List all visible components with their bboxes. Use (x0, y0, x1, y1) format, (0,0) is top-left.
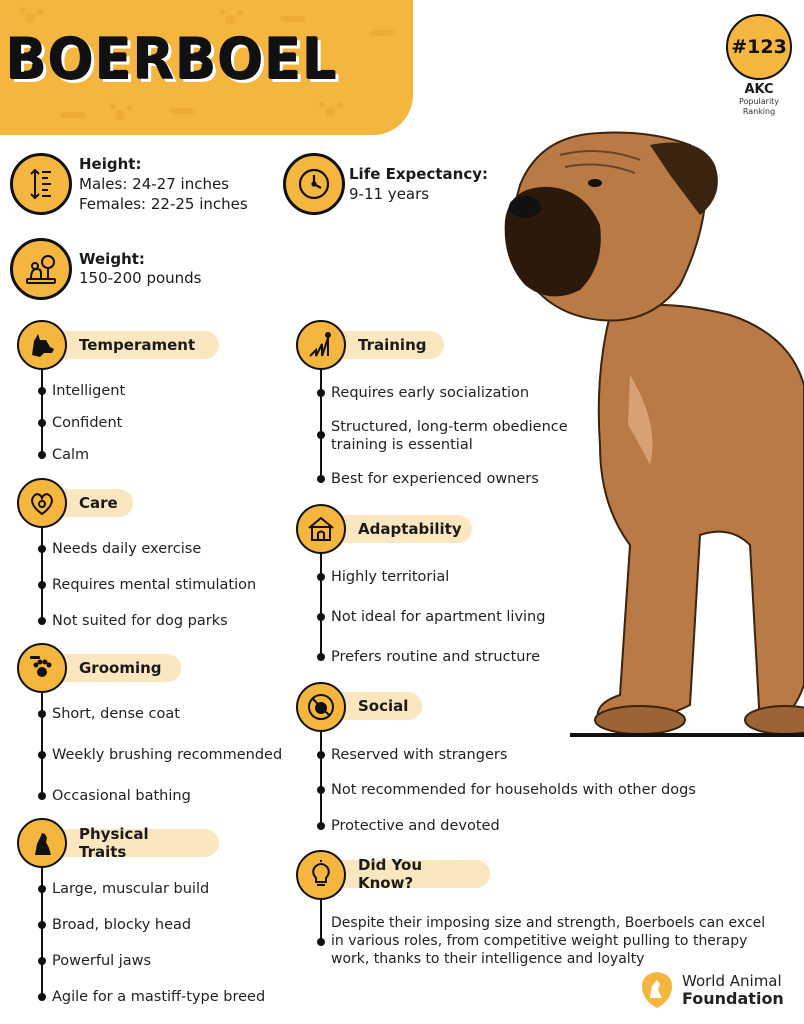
didyouknow-title: Did You Know? (336, 860, 490, 888)
training-item: Requires early socialization (331, 385, 530, 401)
grooming-title: Grooming (57, 654, 181, 682)
heart-paw-icon (17, 478, 67, 528)
physical-item: Powerful jaws (52, 953, 152, 969)
doghouse-icon (296, 504, 346, 554)
bullet-dot (38, 751, 46, 759)
bullet-dot (38, 581, 46, 589)
care-item: Not suited for dog parks (52, 613, 228, 629)
ranking-caption: Popularity Ranking (738, 97, 780, 116)
adaptability-title: Adaptability (336, 515, 472, 543)
temperament-item: Intelligent (52, 383, 126, 399)
bullet-dot (317, 938, 325, 946)
bullet-dot (317, 822, 325, 830)
footer-logo (638, 970, 784, 1010)
social-item: Not recommended for households with other dogs (331, 782, 696, 798)
bullet-dot (38, 921, 46, 929)
height-label: Height: (79, 155, 142, 173)
bullet-dot (317, 573, 325, 581)
training-icon (296, 320, 346, 370)
temperament-title: Temperament (57, 331, 219, 359)
dog-face-icon (296, 682, 346, 732)
social-item: Protective and devoted (331, 818, 500, 834)
grooming-item: Short, dense coat (52, 706, 180, 722)
bullet-dot (38, 451, 46, 459)
dog-head-icon (17, 320, 67, 370)
weight-value: 150-200 pounds (79, 269, 202, 287)
bullet-dot (317, 389, 325, 397)
ranking-org: AKC (744, 82, 774, 97)
life-label: Life Expectancy: (349, 165, 488, 183)
bullet-dot (317, 431, 325, 439)
physical-item: Agile for a mastiff-type breed (52, 989, 266, 1005)
bullet-dot (317, 786, 325, 794)
foundation-logo-icon (638, 970, 676, 1010)
temperament-item: Calm (52, 447, 90, 463)
bullet-dot (317, 751, 325, 759)
training-item: Structured, long-term obedience (331, 419, 568, 435)
social-item: Reserved with strangers (331, 747, 508, 763)
social-title: Social (336, 692, 422, 720)
bullet-dot (317, 653, 325, 661)
bullet-dot (38, 792, 46, 800)
bullet-dot (38, 419, 46, 427)
footer-line-2: Foundation (682, 989, 784, 1008)
grooming-item: Occasional bathing (52, 788, 191, 804)
sitting-dog-icon (17, 818, 67, 868)
bullet-dot (38, 710, 46, 718)
adaptability-item: Not ideal for apartment living (331, 609, 546, 625)
height-males: Males: 24-27 inches (79, 175, 229, 193)
physical-item: Broad, blocky head (52, 917, 192, 933)
height-females: Females: 22-25 inches (79, 195, 248, 213)
bullet-dot (38, 387, 46, 395)
care-item: Requires mental stimulation (52, 577, 257, 593)
training-item: Best for experienced owners (331, 471, 539, 487)
clock-icon (283, 153, 345, 215)
bullet-dot (38, 885, 46, 893)
didyouknow-line-3: work, thanks to their intelligence and loyalty (331, 951, 645, 967)
footer-line-1: World Animal (682, 972, 782, 990)
scale-icon (10, 238, 72, 300)
bullet-dot (317, 613, 325, 621)
weight-label: Weight: (79, 250, 145, 268)
bullet-dot (317, 475, 325, 483)
life-value: 9-11 years (349, 185, 430, 203)
lightbulb-icon (296, 850, 346, 900)
bullet-dot (38, 617, 46, 625)
title-banner (0, 0, 413, 135)
adaptability-item: Prefers routine and structure (331, 649, 541, 665)
height-icon (10, 153, 72, 215)
training-title: Training (336, 331, 444, 359)
adaptability-item: Highly territorial (331, 569, 450, 585)
temperament-item: Confident (52, 415, 123, 431)
physical-item: Large, muscular build (52, 881, 210, 897)
bullet-dot (38, 957, 46, 965)
care-title: Care (57, 489, 133, 517)
dog-illustration (500, 125, 804, 765)
bullet-dot (38, 545, 46, 553)
grooming-icon (17, 643, 67, 693)
physical-title: Physical Traits (57, 829, 219, 857)
care-item: Needs daily exercise (52, 541, 202, 557)
bullet-dot (38, 993, 46, 1001)
page-title: BOERBOEL (6, 26, 338, 93)
training-item: training is essential (331, 437, 473, 453)
didyouknow-line-1: Despite their imposing size and strength, Boerboels can excel (331, 915, 766, 931)
grooming-item: Weekly brushing recommended (52, 747, 283, 763)
didyouknow-line-2: in various roles, from competitive weight pulling to therapy (331, 933, 748, 949)
ranking-badge: #123 (726, 14, 792, 80)
